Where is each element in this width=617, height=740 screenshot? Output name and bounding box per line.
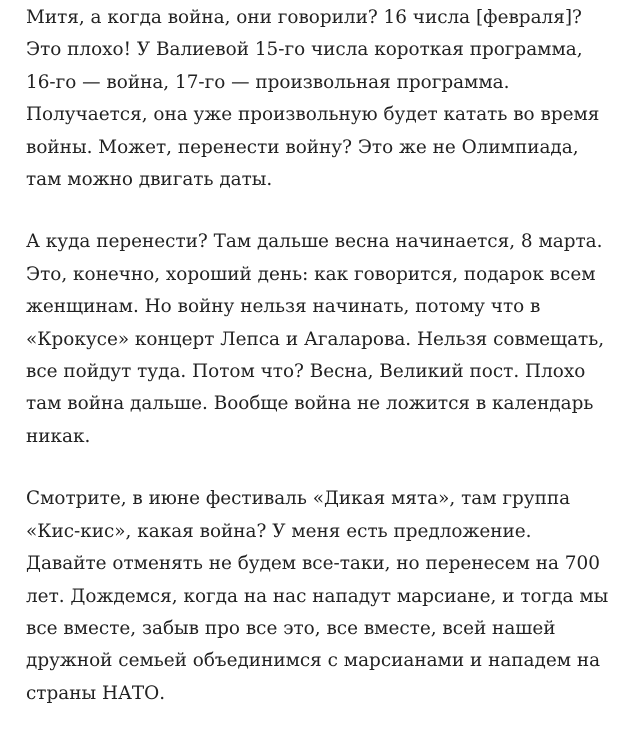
text-line: женщинам. Но войну нельзя начинать, потому что в xyxy=(26,296,541,318)
text-line: лет. Дождемся, когда на нас нападут марсиане, и тогда мы xyxy=(26,585,609,607)
paragraph-2 xyxy=(26,226,610,453)
text-line: войны. Может, перенести войну? Это же не Олимпиада, xyxy=(26,136,579,158)
text-line: Давайте отменять не будем все-таки, но перенесем на 700 xyxy=(26,553,600,575)
text-line: Это плохо! У Валиевой 15-го числа короткая программа, xyxy=(26,39,583,61)
text-line: Митя, а когда война, они говорили? 16 числа [февраля]? xyxy=(26,7,582,28)
text-line: страны НАТО. xyxy=(26,682,166,704)
text-line: никак. xyxy=(26,425,91,447)
paragraph-1 xyxy=(26,2,610,196)
text-line: Смотрите, в июне фестиваль «Дикая мята», там группа xyxy=(26,488,571,510)
text-line: Получается, она уже произвольную будет катать во время xyxy=(26,104,600,126)
text-line: «Крокусе» концерт Лепса и Агаларова. Нельзя совмещать, xyxy=(26,328,605,350)
article-body xyxy=(26,2,610,740)
text-line: там можно двигать даты. xyxy=(26,169,273,191)
paragraph-3 xyxy=(26,483,610,710)
text-line: там война дальше. Вообще война не ложится в календарь xyxy=(26,393,594,415)
text-line: все вместе, забыв про все это, все вместе, всей нашей xyxy=(26,617,556,639)
text-line: А куда перенести? Там дальше весна начинается, 8 марта. xyxy=(26,231,603,253)
text-line: Это, конечно, хороший день: как говорится, подарок всем xyxy=(26,263,596,285)
text-line: 16-го — война, 17-го — произвольная программа. xyxy=(26,71,510,93)
text-line: дружной семьей объединимся с марсианами и нападем на xyxy=(26,650,601,672)
text-line: все пойдут туда. Потом что? Весна, Великий пост. Плохо xyxy=(26,361,586,383)
text-line: «Кис-кис», какая война? У меня есть предложение. xyxy=(26,520,532,542)
